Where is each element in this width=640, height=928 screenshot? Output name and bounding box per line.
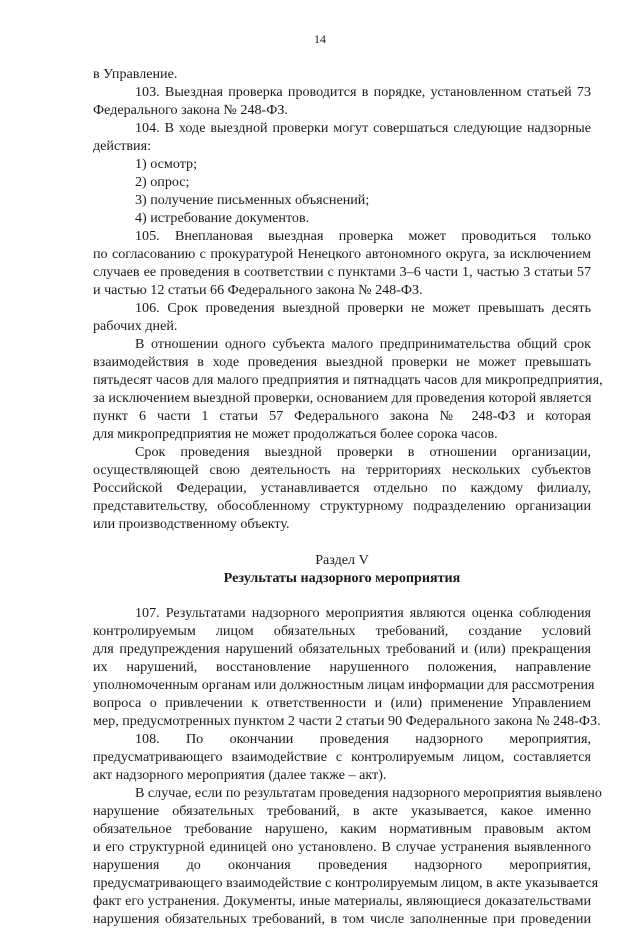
text-line: взаимодействия в ходе проведения выездной проверки не может превышать [93, 354, 591, 370]
text-line: для микропредприятия не может продолжаться более сорока часов. [93, 426, 498, 442]
text-line: предусматривающего взаимодействие с контролируемым лицом, в акте указывается [93, 875, 599, 891]
text-line: обязательное требование нарушено, каким нормативным правовым актом [93, 821, 591, 837]
text-line: действия: [93, 138, 151, 154]
text-line: 1) осмотр; [135, 156, 197, 172]
text-line: акт надзорного мероприятия (далее также – акт). [93, 767, 387, 783]
text-line: нарушения обязательных требований, в том числе заполненные при проведении [93, 911, 591, 927]
page-number: 14 [314, 32, 326, 46]
text-line: Срок проведения выездной проверки в отношении организации, [135, 444, 591, 460]
text-line: случаев ее проведения в соответствии с пунктами 3–6 части 1, частью 3 статьи 57 [93, 264, 591, 280]
text-line: пункт 6 части 1 статьи 57 Федерального закона № 248-ФЗ и которая [93, 408, 591, 424]
spacer [93, 533, 591, 551]
text-line: представительству, обособленному структурному подразделению организации [93, 498, 591, 514]
text-line: за исключением выездной проверки, основанием для проведения которой является [93, 390, 592, 406]
text-line: 108. По окончании проведения надзорного мероприятия, [135, 731, 591, 747]
text-line: пятьдесят часов для малого предприятия и пятнадцать часов для микропредприятия, [93, 372, 603, 388]
text-line: 3) получение письменных объяснений; [135, 192, 370, 208]
text-line: или производственному объекту. [93, 516, 290, 532]
text-line: нарушения до окончания проведения надзорного мероприятия, [93, 857, 591, 873]
text-block-after-section [93, 604, 602, 928]
document-body [93, 65, 603, 928]
text-line: 104. В ходе выездной проверки могут совершаться следующие надзорные [135, 120, 591, 136]
text-line: Российской Федерации, устанавливается отдельно по каждому филиалу, [93, 480, 591, 496]
text-line: нарушение обязательных требований, в акте указывается, какое именно [93, 803, 591, 819]
text-line: 105. Внеплановая выездная проверка может проводиться только [135, 228, 591, 244]
text-line: их нарушений, восстановление нарушенного положения, направление [93, 659, 591, 675]
text-line: уполномоченным органам или должностным лицам информации для рассмотрения [93, 677, 595, 693]
text-line: В случае, если по результатам проведения надзорного мероприятия выявлено [135, 785, 602, 801]
section-title: Результаты надзорного мероприятия [223, 570, 461, 586]
text-line: предусматривающего взаимодействие с контролируемым лицом, составляется [93, 749, 591, 765]
text-line: мер, предусмотренных пунктом 2 части 2 статьи 90 Федерального закона № 248-ФЗ. [93, 713, 601, 729]
text-line: по согласованию с прокуратурой Ненецкого автономного округа, за исключением [93, 246, 591, 262]
text-line: 4) истребование документов. [135, 210, 310, 226]
text-line: 103. Выездная проверка проводится в порядке, установленном статьей 73 [135, 84, 591, 100]
text-line: рабочих дней. [93, 318, 178, 334]
text-line: Федерального закона № 248-ФЗ. [93, 102, 288, 118]
text-line: факт его устранения. Документы, иные материалы, являющиеся доказательствами [93, 893, 591, 909]
text-line: 106. Срок проведения выездной проверки не может превышать десять [135, 300, 591, 316]
text-line: 107. Результатами надзорного мероприятия являются оценка соблюдения [135, 605, 591, 621]
text-line: в Управление. [93, 66, 178, 82]
spacer [93, 587, 591, 604]
text-line: и его структурной единицей оно установлено. В случае устранения выявленного [93, 839, 591, 855]
text-line: контролируемым лицом обязательных требований, создание условий [93, 623, 591, 639]
section-number: Раздел V [315, 552, 369, 568]
text-line: и частью 12 статьи 66 Федерального закона № 248-ФЗ. [93, 282, 423, 298]
text-line: вопроса о привлечении к ответственности и (или) применение Управлением [93, 695, 591, 711]
text-line: В отношении одного субъекта малого предпринимательства общий срок [135, 336, 591, 352]
text-line: 2) опрос; [135, 174, 190, 190]
text-block-before-section [93, 65, 603, 533]
text-line: осуществляющей свою деятельность на территориях нескольких субъектов [93, 462, 591, 478]
text-line: для предупреждения нарушений обязательных требований и (или) прекращения [93, 641, 591, 657]
